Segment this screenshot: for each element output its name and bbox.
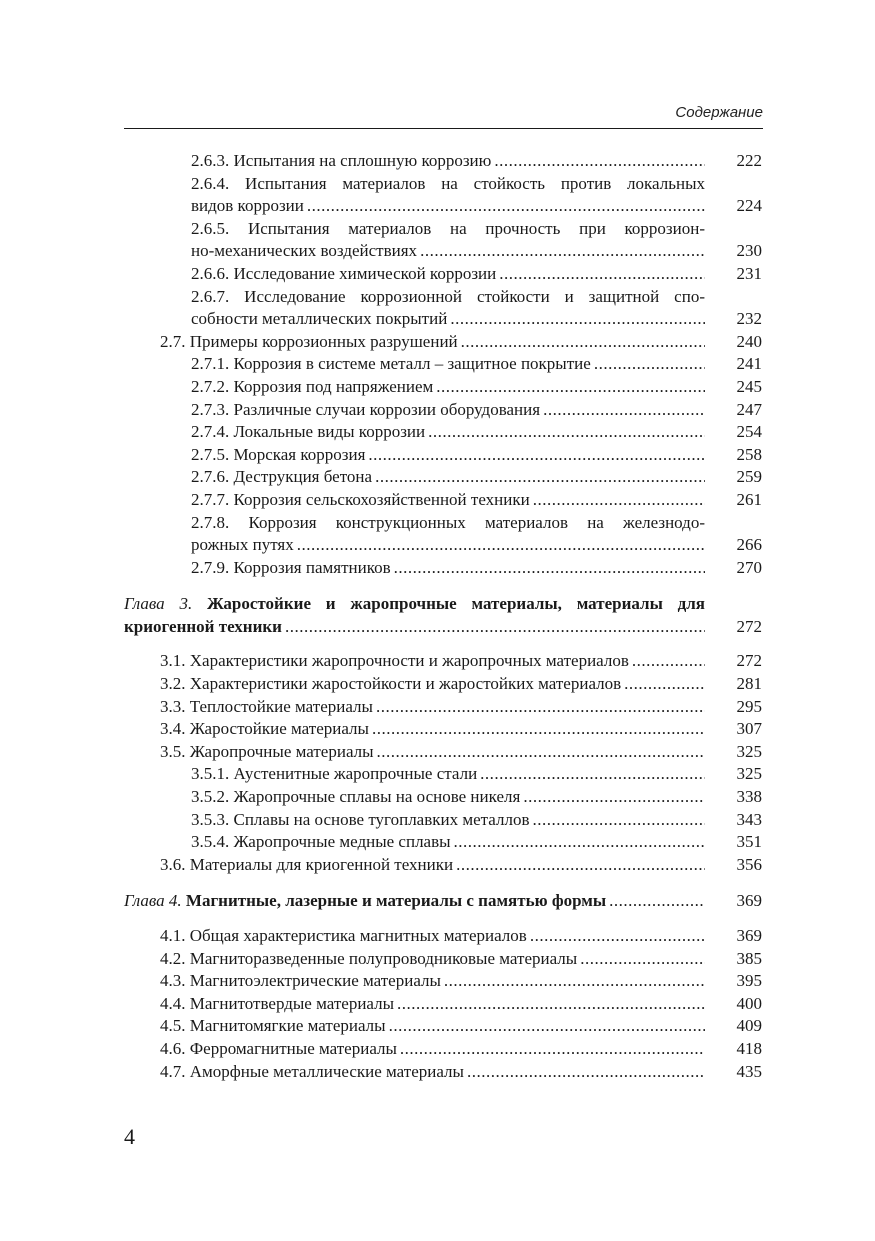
toc-page-number: 369 [736,891,762,911]
dot-leader [467,1061,705,1084]
toc-page-number: 241 [736,354,762,374]
toc-page-number: 369 [736,926,762,945]
dot-leader [523,786,705,809]
toc-page-number: 222 [736,151,762,170]
toc-page-number: 240 [736,331,762,351]
toc-entry[interactable] [191,444,762,467]
dot-leader [428,421,705,444]
toc-entry-line [124,593,705,616]
toc-entry-text: 4.5. Магнитомягкие материалы [160,1016,386,1036]
toc-entry-text: 2.6.3. Испытания на сплошную коррозию [191,151,492,170]
toc-page-number: 230 [736,241,762,261]
toc-page-number: 266 [736,535,762,555]
toc-entry-text: 4.3. Магнитоэлектрические материалы [160,971,441,991]
dot-leader [297,534,705,557]
toc-entry[interactable] [160,718,762,741]
toc-entry[interactable] [191,763,762,786]
dot-leader [389,1015,705,1038]
dot-leader [285,616,705,639]
toc-entry[interactable] [191,399,762,422]
dot-leader [594,353,705,376]
toc-entry-text: 2.6.5. Испытания материалов на прочность при коррозион- [191,218,705,238]
dot-leader [609,890,705,913]
dot-leader [394,557,705,580]
toc-entry[interactable] [160,673,762,696]
toc-page-number: 356 [736,854,762,874]
toc-entry[interactable] [191,512,762,557]
toc-entry-text: 2.6.7. Исследование коррозионной стойкости и защитной спо- [191,286,705,306]
dot-leader [372,718,705,741]
toc-page-number: 281 [736,674,762,694]
toc-entry-text: 2.7.4. Локальные виды коррозии [191,422,426,442]
dot-leader [307,195,705,218]
toc-entry[interactable] [160,741,762,764]
toc-entry[interactable] [191,421,762,444]
dot-leader [450,308,705,331]
toc-entry-text: 2.7.3. Различные случаи коррозии оборудования [191,399,541,419]
dot-leader [400,1038,705,1061]
toc-page-number: 400 [736,993,762,1013]
toc-page-number: 232 [736,309,762,329]
toc-entry[interactable] [191,557,762,580]
toc-entry[interactable] [160,925,762,948]
toc-entry-text: 2.7.2. Коррозия под напряжением [191,376,434,396]
toc-entry-text: но-механических воздействиях [191,241,418,261]
dot-leader [580,948,705,971]
toc-entry[interactable] [191,376,762,399]
toc-page-number: 272 [736,616,762,636]
toc-entry-text: 3.5. Жаропрочные материалы [160,741,374,761]
toc-entry-text: 3.1. Характеристики жаропрочности и жаропрочных материалов [160,651,629,671]
dot-leader [494,150,705,173]
dot-leader [499,263,705,286]
toc-entry[interactable] [191,466,762,489]
toc-entry-text: рожных путях [191,535,294,555]
dot-leader [397,993,705,1016]
toc-page-number: 409 [736,1016,762,1036]
dot-leader [375,466,705,489]
toc-entry-line [191,512,705,535]
toc-entry[interactable] [160,1015,762,1038]
toc-page-number: 247 [736,399,762,419]
toc-entry-text: 2.7.9. Коррозия памятников [191,557,391,577]
dot-leader [533,489,705,512]
toc-entry-text: 2.6.6. Исследование химической коррозии [191,263,497,283]
toc-page-number: 258 [736,444,762,464]
dot-leader [368,444,705,467]
toc-entry-text: 2.7.7. Коррозия сельскохозяйственной техники [191,489,530,509]
toc-page-number: 270 [736,557,762,577]
toc-page-number: 343 [736,809,762,829]
dot-leader [543,399,705,422]
toc-entry-text: 3.5.2. Жаропрочные сплавы на основе никеля [191,787,521,807]
table-of-contents [0,150,875,1083]
toc-entry-text: 3.2. Характеристики жаростойкости и жаростойких материалов [160,674,622,694]
chapter-title-line: Магнитные, лазерные и материалы с памятью формы [185,891,607,911]
toc-entry-text: 4.4. Магнитотвердые материалы [160,993,395,1013]
toc-entry-text: 3.5.1. Аустенитные жаропрочные стали [191,764,478,784]
chapter-title-line: Жаростойкие и жаропрочные материалы, материалы для [207,594,706,614]
toc-page-number: 325 [736,741,762,761]
toc-entry[interactable] [160,1061,762,1084]
toc-entry[interactable] [160,854,762,877]
toc-page-number: 224 [736,196,762,216]
toc-page-number: 351 [736,832,762,852]
toc-page-number: 254 [736,422,762,442]
toc-entry[interactable] [160,970,762,993]
toc-chapter-entry[interactable] [124,890,762,913]
toc-entry-text: 2.6.4. Испытания материалов на стойкость против локальных [191,173,705,193]
toc-page-number: 295 [736,696,762,716]
toc-entry-text: 2.7.8. Коррозия конструкционных материалов на железнодо- [191,512,705,532]
toc-entry-text: 4.6. Ферромагнитные материалы [160,1038,397,1058]
toc-page-number: 231 [736,263,762,283]
toc-entry[interactable] [160,650,762,673]
toc-entry-text: 4.2. Магниторазведенные полупроводниковые материалы [160,948,578,968]
toc-entry[interactable] [191,263,762,286]
dot-leader [530,925,705,948]
toc-page-number: 261 [736,489,762,509]
dot-leader [632,650,705,673]
toc-entry-text: 3.5.4. Жаропрочные медные сплавы [191,832,451,852]
toc-entry[interactable] [191,150,762,173]
toc-entry-text: 3.3. Теплостойкие материалы [160,696,373,716]
toc-entry[interactable] [191,218,762,263]
toc-entry[interactable] [191,353,762,376]
toc-entry-line [191,173,705,196]
toc-entry-text: видов коррозии [191,196,304,216]
page-number-folio: 4 [124,1124,135,1149]
dot-leader [420,240,705,263]
dot-leader [480,763,705,786]
dot-leader [461,331,705,354]
toc-entry-text: 2.7.6. Деструкция бетона [191,467,373,487]
header-rule [124,128,763,129]
toc-page-number: 435 [736,1061,762,1081]
chapter-title-line: криогенной техники [124,616,282,636]
dot-leader [624,673,705,696]
toc-page-number: 307 [736,719,762,739]
toc-entry-line [191,218,705,241]
toc-entry[interactable] [160,1038,762,1061]
toc-entry-line [191,286,705,309]
dot-leader [377,741,705,764]
toc-chapter-entry[interactable] [124,593,762,638]
toc-entry-text: 2.7.1. Коррозия в системе металл – защитное покрытие [191,354,591,374]
toc-entry-text: 3.4. Жаростойкие материалы [160,719,369,739]
dot-leader [533,809,706,832]
toc-page-number: 245 [736,376,762,396]
toc-entry-text: 2.7.5. Морская коррозия [191,444,366,464]
toc-entry[interactable] [191,286,762,331]
toc-page-number: 338 [736,787,762,807]
chapter-label: Глава 3. [124,594,193,614]
toc-entry-text: 2.7. Примеры коррозионных разрушений [160,331,458,351]
toc-page-number: 395 [736,971,762,991]
toc-entry[interactable] [160,696,762,719]
toc-entry[interactable] [191,809,762,832]
toc-entry-text: собности металлических покрытий [191,309,448,329]
chapter-label: Глава 4. [124,891,182,911]
dot-leader [444,970,705,993]
toc-entry[interactable] [191,831,762,854]
toc-page-number: 418 [736,1038,762,1058]
toc-page-number: 325 [736,764,762,784]
dot-leader [454,831,705,854]
toc-entry-text: 3.5.3. Сплавы на основе тугоплавких металлов [191,809,530,829]
toc-entry[interactable] [191,489,762,512]
toc-entry[interactable] [160,993,762,1016]
toc-entry-text: 3.6. Материалы для криогенной техники [160,854,454,874]
running-header-title: Содержание [675,104,763,121]
toc-page-number: 259 [736,467,762,487]
toc-entry-text: 4.7. Аморфные металлические материалы [160,1061,464,1081]
toc-page-number: 385 [736,948,762,968]
dot-leader [376,696,705,719]
toc-entry[interactable] [191,173,762,218]
toc-entry[interactable] [160,948,762,971]
toc-entry[interactable] [160,331,762,354]
toc-entry-text: 4.1. Общая характеристика магнитных материалов [160,926,527,945]
toc-entry[interactable] [191,786,762,809]
dot-leader [436,376,705,399]
toc-page-number: 272 [736,651,762,671]
dot-leader [456,854,705,877]
